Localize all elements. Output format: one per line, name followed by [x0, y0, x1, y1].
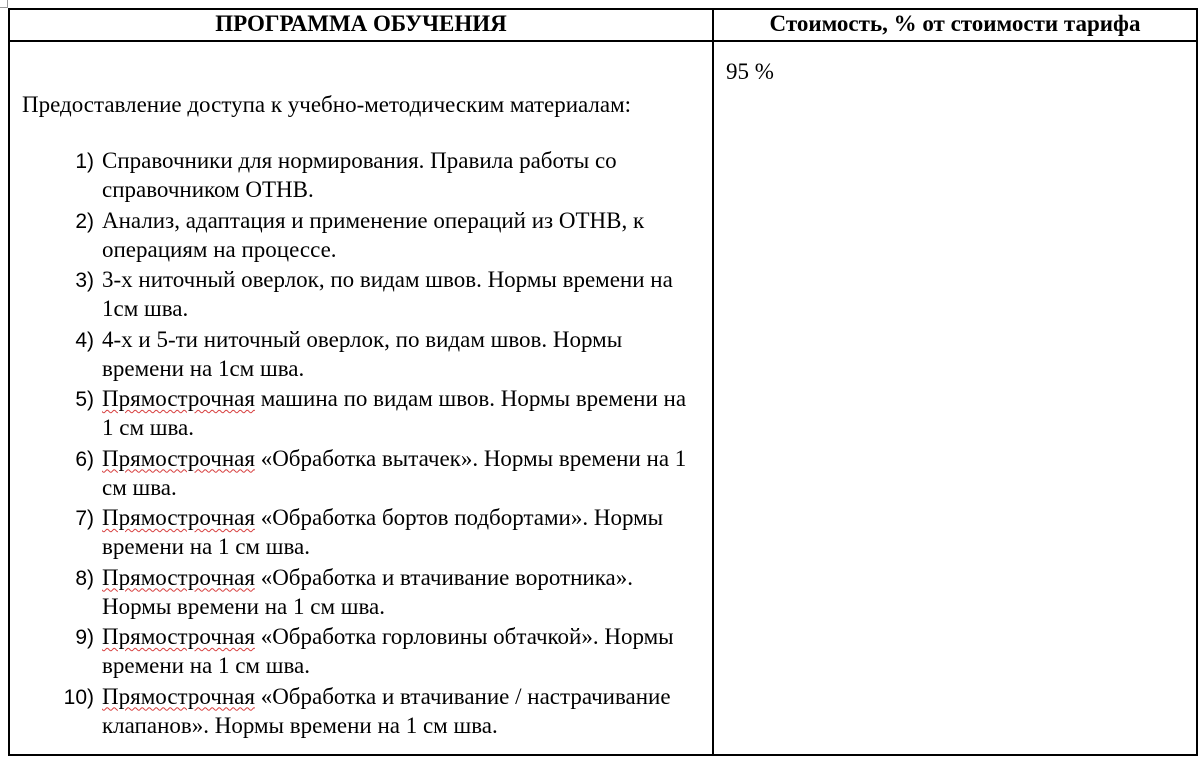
- list-item-text: 3-х ниточный оверлок, по видам швов. Нормы времени на 1см шва.: [102, 267, 673, 321]
- list-item-text: Анализ, адаптация и применение операций из ОТНВ, к операциям на процессе.: [102, 207, 645, 262]
- program-header: ПРОГРАММА ОБУЧЕНИЯ: [9, 9, 713, 41]
- list-item-text: Справочники для нормирования. Правила работы со справочником ОТНВ.: [102, 148, 617, 202]
- list-item-number: 4): [75, 328, 94, 352]
- list-item-number: 9): [75, 626, 94, 649]
- list-item-number: 10): [63, 685, 94, 709]
- spellcheck-word: Прямострочная: [102, 505, 255, 530]
- list-item: [22, 563, 702, 621]
- list-item-number: 7): [75, 507, 94, 530]
- list-item-number: 1): [75, 150, 94, 173]
- spellcheck-word: Прямострочная: [102, 564, 255, 590]
- list-item-number: 5): [75, 388, 94, 411]
- list-item: [22, 206, 702, 264]
- table-header-row: [9, 9, 1197, 41]
- list-item-text: машина по видам швов. Нормы времени на 1 см шва.: [102, 386, 687, 440]
- intro-text: Предоставление доступа к учебно-методическим материалам:: [22, 92, 632, 117]
- list-item: [22, 682, 702, 740]
- list-item-text: «Обработка горловины обтачкой». Нормы времени на 1 см шва.: [102, 624, 674, 678]
- list-item-number: 3): [75, 269, 94, 292]
- spellcheck-word: Прямострочная: [102, 624, 255, 649]
- table-body-row: [9, 41, 1197, 755]
- list-item: [22, 444, 702, 502]
- spellcheck-word: Прямострочная: [102, 683, 255, 709]
- cost-cell[interactable]: [713, 41, 1197, 755]
- list-item: [22, 325, 702, 383]
- list-item-number: 8): [75, 566, 94, 590]
- spellcheck-word: Прямострочная: [102, 445, 255, 471]
- list-item: [22, 503, 702, 561]
- program-cell[interactable]: [9, 41, 713, 755]
- topics-list: [22, 146, 702, 740]
- list-item-text: «Обработка и втачивание / настрачивание клапанов». Нормы времени на 1 см шва.: [102, 683, 671, 738]
- list-item: [22, 384, 702, 442]
- list-item-text: 4-х и 5-ти ниточный оверлок, по видам швов. Нормы времени на 1см шва.: [102, 326, 623, 381]
- list-item: [22, 265, 702, 323]
- page-corner-mark: [0, 0, 8, 8]
- program-table: [8, 8, 1198, 756]
- list-item-number: 6): [75, 447, 94, 471]
- list-item: [22, 622, 702, 680]
- list-item-text: «Обработка бортов подбортами». Нормы времени на 1 см шва.: [102, 505, 664, 559]
- list-item-number: 2): [75, 209, 94, 233]
- list-item: [22, 146, 702, 204]
- list-item-text: «Обработка и втачивание воротника». Нормы времени на 1 см шва.: [102, 564, 633, 619]
- cost-header: Стоимость, % от стоимости тарифа: [713, 9, 1197, 41]
- cost-value: 95 %: [726, 59, 774, 84]
- list-item-text: «Обработка вытачек». Нормы времени на 1 см шва.: [102, 445, 687, 500]
- spellcheck-word: Прямострочная: [102, 386, 255, 411]
